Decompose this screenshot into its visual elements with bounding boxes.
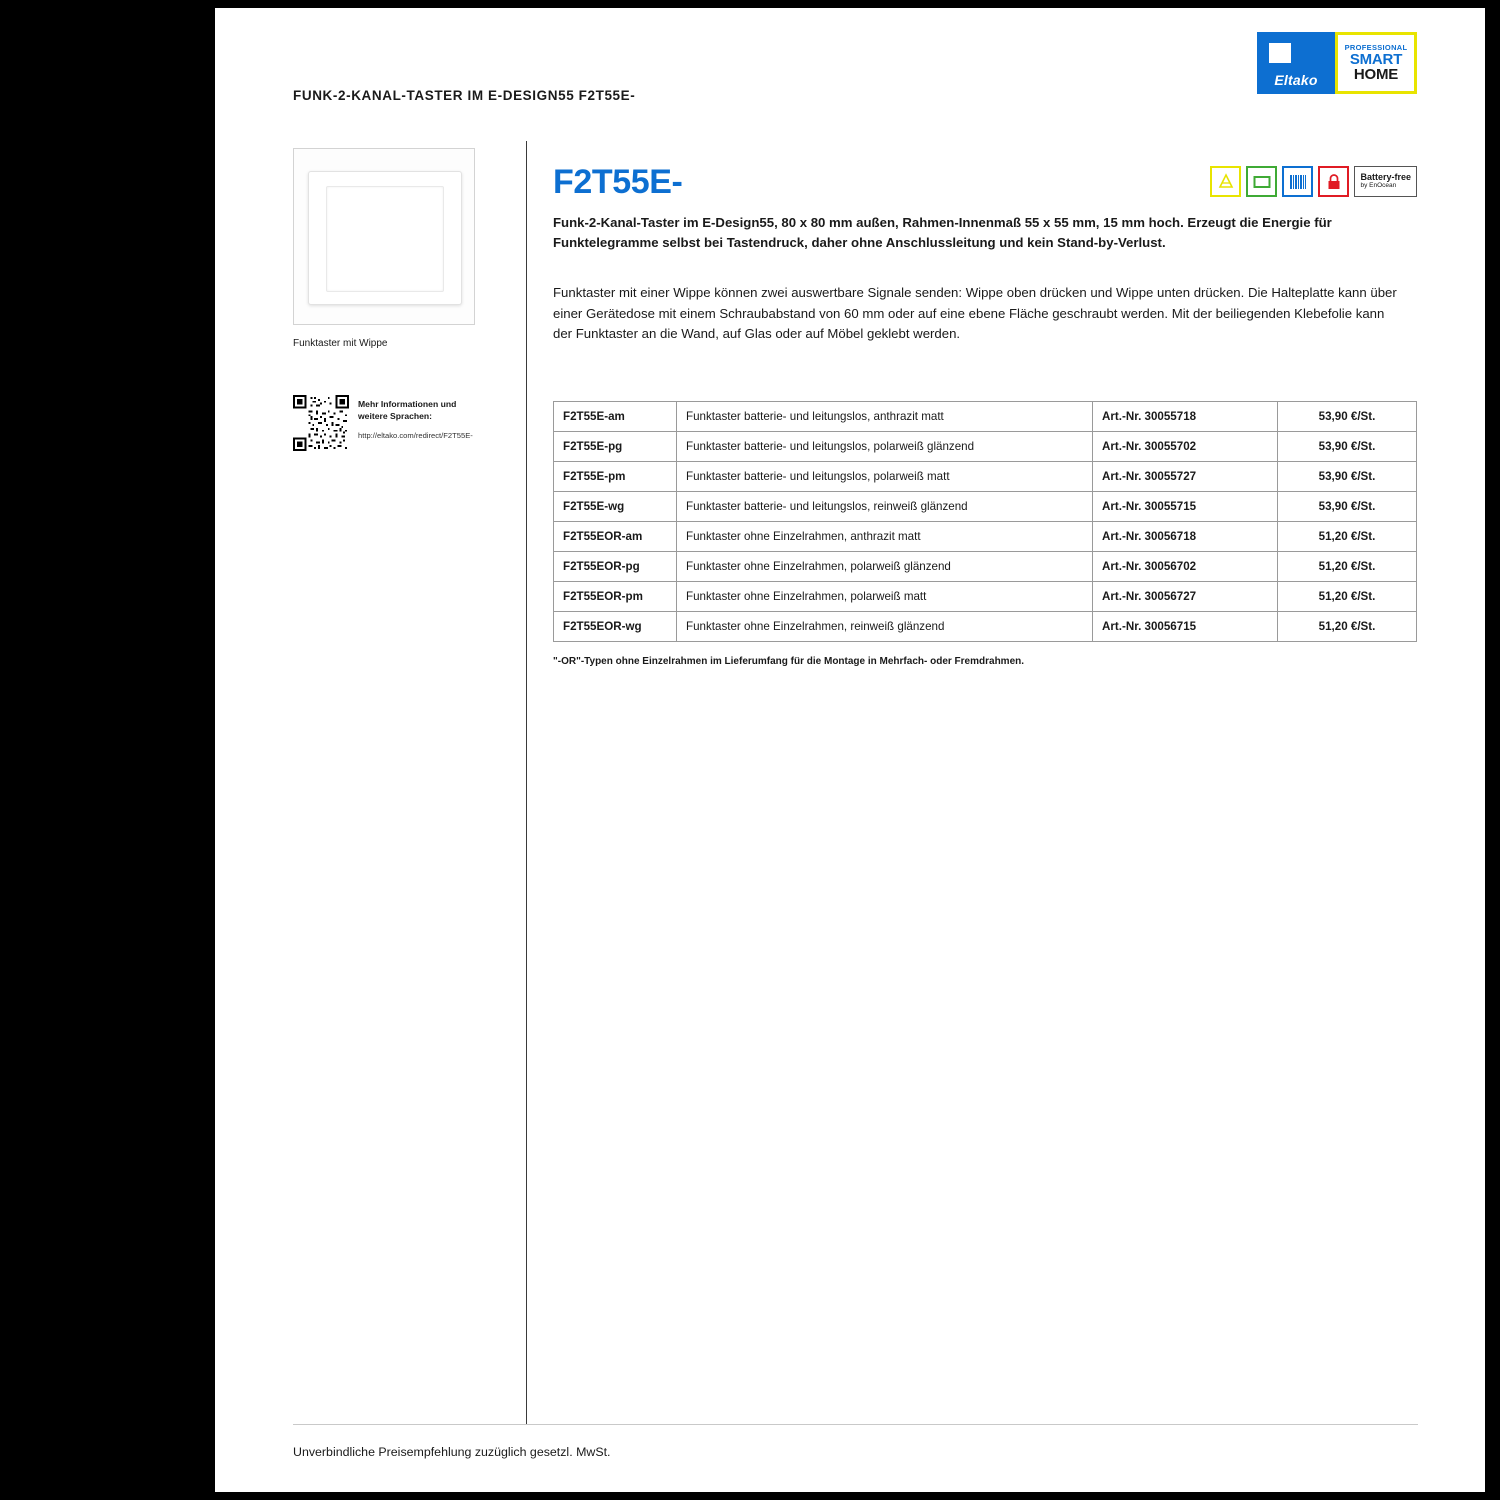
qr-text: [358, 395, 473, 441]
cell-price: 51,20 €/St.: [1278, 522, 1417, 552]
cell-price: 51,20 €/St.: [1278, 612, 1417, 642]
cell-art: Art.-Nr. 30055718: [1093, 402, 1278, 432]
cell-desc: Funktaster ohne Einzelrahmen, anthrazit matt: [677, 522, 1093, 552]
price-table: [553, 401, 1417, 642]
cell-desc: Funktaster ohne Einzelrahmen, polarweiß matt: [677, 582, 1093, 612]
lock-glyph: [1326, 173, 1342, 191]
cell-desc: Funktaster ohne Einzelrahmen, polarweiß glänzend: [677, 552, 1093, 582]
cell-price: 53,90 €/St.: [1278, 432, 1417, 462]
logo-block: [1257, 32, 1417, 94]
eltako-mark-icon: [1269, 43, 1291, 63]
footer-divider: [293, 1424, 1418, 1425]
device-glyph: [1252, 174, 1272, 190]
qr-code-svg: [293, 395, 349, 451]
cell-desc: Funktaster batterie- und leitungslos, polarweiß glänzend: [677, 432, 1093, 462]
cell-type: F2T55E-pm: [554, 462, 677, 492]
cell-type: F2T55EOR-wg: [554, 612, 677, 642]
cell-price: 51,20 €/St.: [1278, 582, 1417, 612]
rocker-button: [326, 186, 444, 292]
cell-type: F2T55EOR-pg: [554, 552, 677, 582]
table-row: [554, 432, 1417, 462]
cell-type: F2T55E-pg: [554, 432, 677, 462]
cell-art: Art.-Nr. 30055727: [1093, 462, 1278, 492]
product-lead-text: Funk-2-Kanal-Taster im E-Design55, 80 x 80 mm außen, Rahmen-Innenmaß 55 x 55 mm, 15 mm hoch. Erzeugt die Energie für Funktelegramme selbst bei Tastendruck, daher ohne Anschlussleitung und kein Stand-by-Verlust.: [553, 215, 1332, 251]
cell-desc: Funktaster ohne Einzelrahmen, reinweiß glänzend: [677, 612, 1093, 642]
rocker-frame: [308, 171, 462, 305]
cell-desc: Funktaster batterie- und leitungslos, polarweiß matt: [677, 462, 1093, 492]
psh-line-1: PROFESSIONAL: [1344, 42, 1408, 52]
battery-free-line1: Battery-free: [1360, 172, 1411, 183]
price-table-body: [554, 402, 1417, 642]
barcode-icon: [1282, 166, 1313, 197]
table-note: "-OR"-Typen ohne Einzelrahmen im Lieferumfang für die Montage in Mehrfach- oder Fremdrahmen.: [553, 656, 1025, 667]
recycling-icon: [1210, 166, 1241, 197]
document-page: [215, 8, 1485, 1492]
lock-icon: [1318, 166, 1349, 197]
table-row: [554, 552, 1417, 582]
cell-type: F2T55E-am: [554, 402, 677, 432]
image-caption: Funktaster mit Wippe: [293, 338, 388, 349]
cell-art: Art.-Nr. 30056727: [1093, 582, 1278, 612]
cell-desc: Funktaster batterie- und leitungslos, anthrazit matt: [677, 402, 1093, 432]
cell-price: 53,90 €/St.: [1278, 462, 1417, 492]
cell-art: Art.-Nr. 30055715: [1093, 492, 1278, 522]
product-description: Funktaster mit einer Wippe können zwei auswertbare Signale senden: Wippe oben drücken und Wippe unten drücken. Die Halteplatte kann über einer Gerätedose mit einem Schraubabstand von 60 mm oder auf eine ebene Fläche geschraubt werden. Mit der beiliegenden Klebefolie kann der Funktaster an die Wand, auf Glas oder auf Möbel geklebt werden.: [553, 285, 1397, 342]
cell-art: Art.-Nr. 30056718: [1093, 522, 1278, 552]
product-image: [293, 148, 475, 325]
psh-line-2: SMART: [1349, 51, 1403, 69]
table-row: [554, 612, 1417, 642]
cell-art: Art.-Nr. 30056702: [1093, 552, 1278, 582]
qr-heading-line1: Mehr Informationen und: [358, 399, 457, 409]
badge-row: [1210, 166, 1417, 197]
table-row: [554, 402, 1417, 432]
barcode-glyph: [1288, 173, 1308, 191]
eltako-logo: [1257, 32, 1335, 94]
cell-art: Art.-Nr. 30055702: [1093, 432, 1278, 462]
cell-desc: Funktaster batterie- und leitungslos, reinweiß glänzend: [677, 492, 1093, 522]
column-divider: [526, 141, 527, 1424]
table-row: [554, 462, 1417, 492]
cell-type: F2T55EOR-pm: [554, 582, 677, 612]
device-icon: [1246, 166, 1277, 197]
eltako-logo-text: Eltako: [1274, 72, 1318, 88]
cell-type: F2T55E-wg: [554, 492, 677, 522]
cell-price: 51,20 €/St.: [1278, 552, 1417, 582]
cell-art: Art.-Nr. 30056715: [1093, 612, 1278, 642]
qr-code-icon[interactable]: [293, 395, 349, 451]
product-code: F2T55E-: [553, 163, 683, 201]
professional-smart-home-logo: [1335, 32, 1417, 94]
footer-text: Unverbindliche Preisempfehlung zuzüglich gesetzl. MwSt.: [293, 1445, 611, 1459]
battery-free-badge: [1354, 166, 1417, 197]
battery-free-line2: by EnOcean: [1360, 181, 1397, 189]
cell-price: 53,90 €/St.: [1278, 402, 1417, 432]
table-row: [554, 492, 1417, 522]
qr-url[interactable]: http://eltako.com/redirect/F2T55E-: [358, 431, 473, 441]
cell-type: F2T55EOR-am: [554, 522, 677, 552]
table-row: [554, 582, 1417, 612]
qr-heading-line2: weitere Sprachen:: [358, 410, 433, 421]
page-title: FUNK-2-KANAL-TASTER IM E-DESIGN55 F2T55E-: [293, 88, 636, 103]
table-row: [554, 522, 1417, 552]
cell-price: 53,90 €/St.: [1278, 492, 1417, 522]
qr-block: [293, 395, 473, 451]
psh-line-3: HOME: [1353, 66, 1399, 84]
recycling-glyph: [1217, 173, 1235, 191]
